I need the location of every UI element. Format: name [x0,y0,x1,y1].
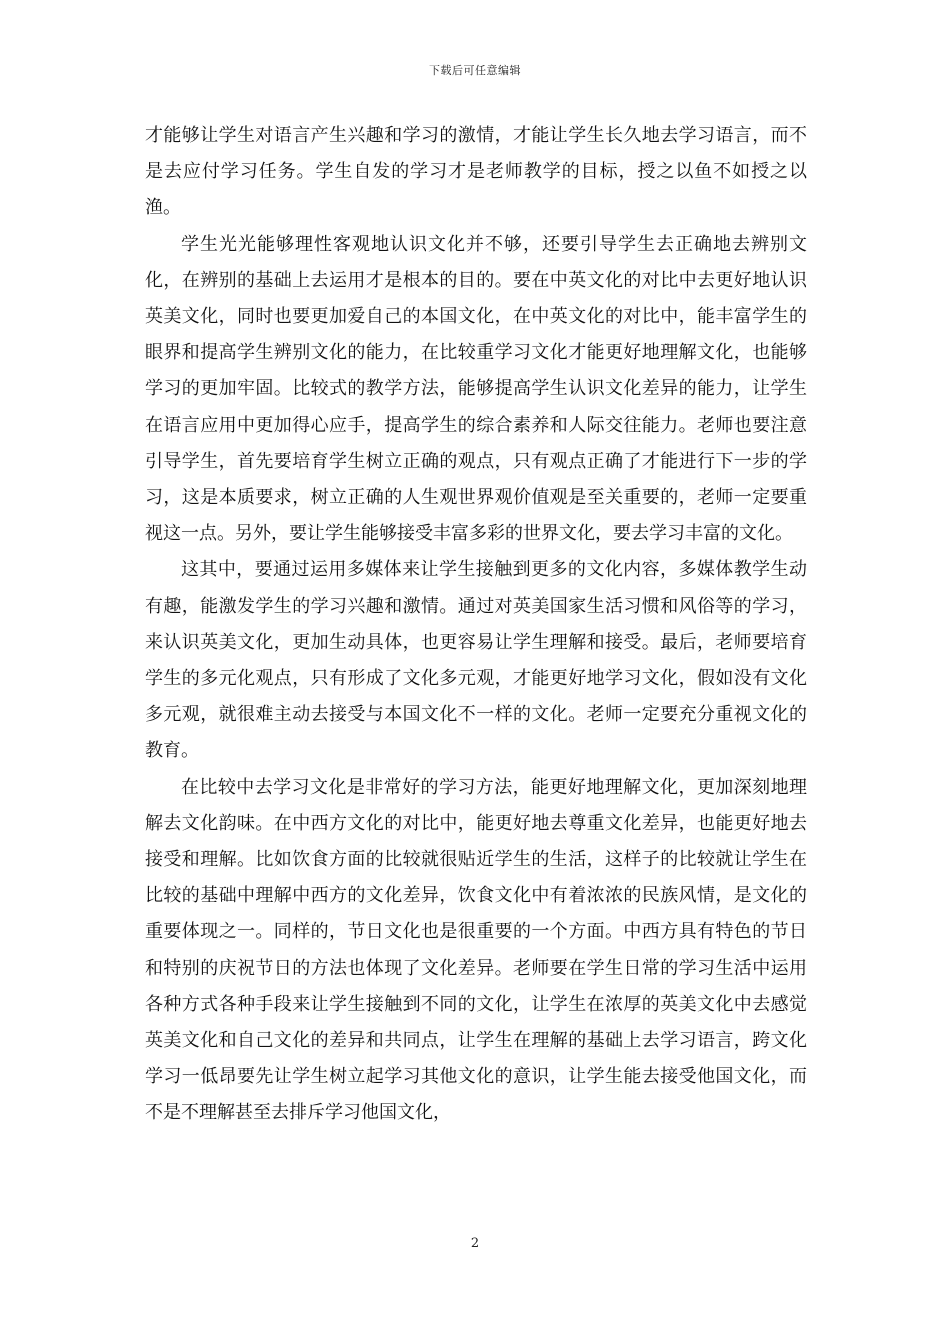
paragraph: 这其中，要通过运用多媒体来让学生接触到更多的文化内容，多媒体教学生动有趣，能激发学生的学习兴趣和激情。通过对英美国家生活习惯和风俗等的学习，来认识英美文化，更加生动具体，也更容易让学生理解和接受。最后，老师要培育学生的多元化观点，只有形成了文化多元观，才能更好地学习文化，假如没有文化多元观，就很难主动去接受与本国文化不一样的文化。老师一定要充分重视文化的教育。 [145,559,807,762]
page-number: 2 [470,1236,480,1251]
document-body [145,118,807,1132]
page-header: 下载后可任意编辑 [429,64,521,77]
paragraph: 学生光光能够理性客观地认识文化并不够，还要引导学生去正确地去辨别文化，在辨别的基础上去运用才是根本的目的。要在中英文化的对比中去更好地认识英美文化，同时也要更加爱自己的本国文化，在中英文化的对比中，能丰富学生的眼界和提高学生辨别文化的能力，在比较重学习文化才能更好地理解文化，也能够学习的更加牢固。比较式的教学方法，能够提高学生认识文化差异的能力，让学生在语言应用中更加得心应手，提高学生的综合素养和人际交往能力。老师也要注意引导学生，首先要培育学生树立正确的观点，只有观点正确了才能进行下一步的学习，这是本质要求，树立正确的人生观世界观价值观是至关重要的，老师一定要重视这一点。另外，要让学生能够接受丰富多彩的世界文化，要去学习丰富的文化。 [145,233,807,545]
paragraph: 在比较中去学习文化是非常好的学习方法，能更好地理解文化，更加深刻地理解去文化韵味。在中西方文化的对比中，能更好地去尊重文化差异，也能更好地去接受和理解。比如饮食方面的比较就很贴近学生的生活，这样子的比较就让学生在比较的基础中理解中西方的文化差异，饮食文化中有着浓浓的民族风情，是文化的重要体现之一。同样的，节日文化也是很重要的一个方面。中西方具有特色的节日和特别的庆祝节日的方法也体现了文化差异。老师要在学生日常的学习生活中运用各种方式各种手段来让学生接触到不同的文化，让学生在浓厚的英美文化中去感觉英美文化和自己文化的差异和共同点，让学生在理解的基础上去学习语言，跨文化学习一低昂要先让学生树立起学习其他文化的意识，让学生能去接受他国文化，而不是不理解甚至去排斥学习他国文化， [145,776,807,1124]
paragraph-continuation: 才能够让学生对语言产生兴趣和学习的激情，才能让学生长久地去学习语言，而不是去应付学习任务。学生自发的学习才是老师教学的目标，授之以鱼不如授之以渔。 [145,125,807,219]
